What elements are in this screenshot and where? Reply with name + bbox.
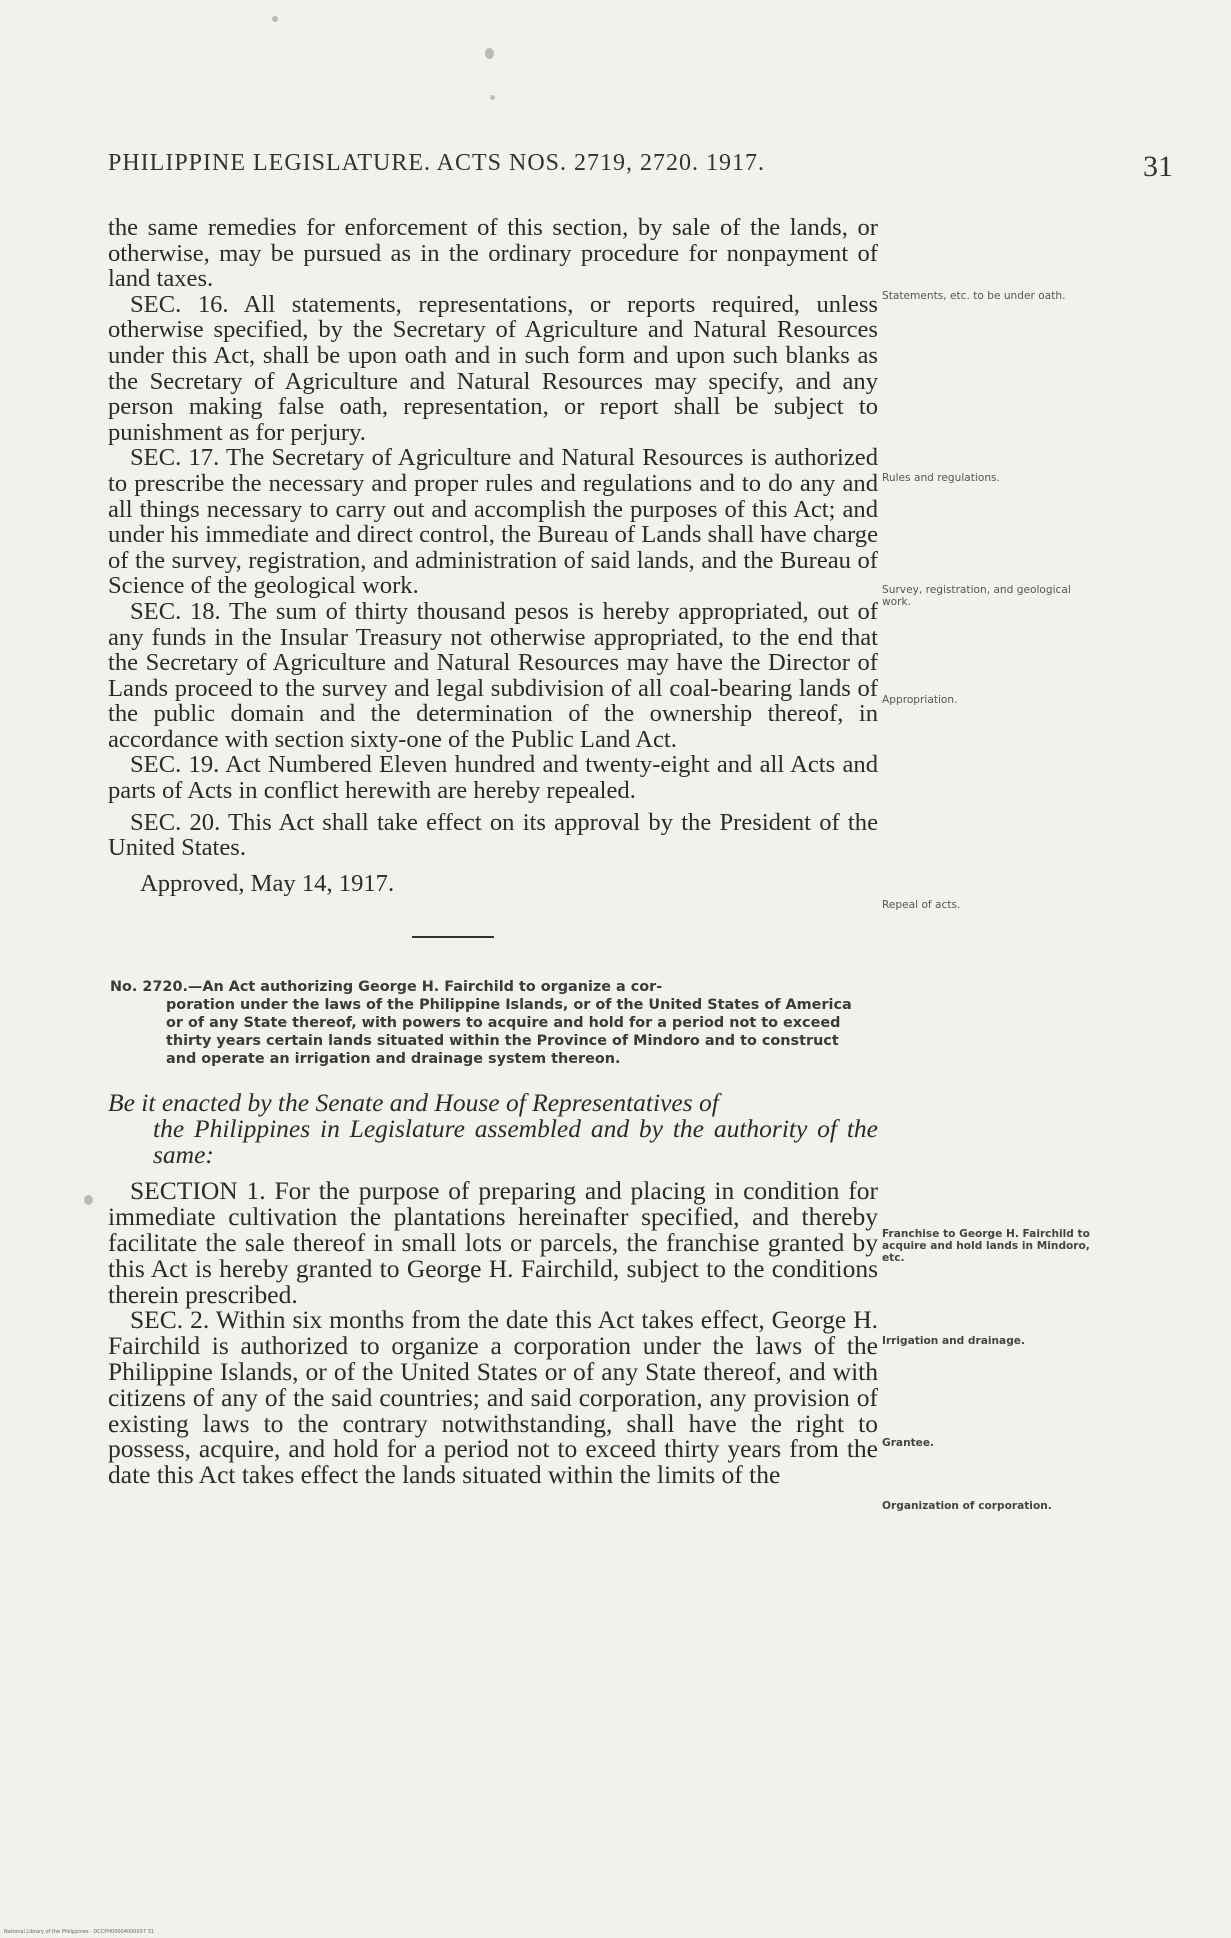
section-text: For the purpose of preparing and placing in condition for immediate cultivation the plantations hereinafter specified, and thereby facilitate the sale thereof in small lots or parcels, the franchise granted by this Act is hereby granted to George H. Fairchild, subject to the conditions therein prescribed. <box>108 1176 878 1309</box>
scan-speck <box>84 1195 93 1205</box>
margin-note: Survey, registration, and geological work. <box>882 584 1071 608</box>
scan-speck <box>490 95 495 100</box>
section-label: SEC. 17. <box>130 444 220 472</box>
act-summary <box>110 978 870 1068</box>
section-text: The sum of thirty thousand pesos is hereby appropriated, out of any funds in the Insular Treasury not otherwise appropriated, to the end that the Secretary of Agriculture and Natural Resources may have the Director of Lands proceed to the survey and legal subdivision of all coal-bearing lands of the public domain and the determination of the ownership thereof, in accordance with section sixty-one of the Public Land Act. <box>108 597 878 753</box>
section-text: All statements, representations, or reports required, unless otherwise specified, by the Secretary of Agriculture and Natural Resources under this Act, shall be upon oath and in such form and upon such blanks as the Secretary of Agriculture and Natural Resources may specify, and any person making false oath, representation, or report shall be subject to punishment as for perjury. <box>108 290 878 446</box>
running-head <box>108 150 1178 177</box>
scan-footer: National Library of the Philippines · DCCPH00004000037 31 <box>4 1929 154 1935</box>
paragraph: the same remedies for enforcement of this section, by sale of the lands, or otherwise, may be pursued as in the ordinary procedure for nonpayment of land taxes. <box>108 214 878 293</box>
scan-speck <box>272 16 278 22</box>
enacting-clause-rest: the Philippines in Legislature assembled and by the authority of the same: <box>153 1114 878 1170</box>
section-18 <box>108 599 878 753</box>
section-label: SEC. 20. <box>130 808 221 836</box>
margin-note: Irrigation and drainage. <box>882 1335 1025 1347</box>
section-label: SEC. 16. <box>130 290 229 318</box>
margin-note: Appropriation. <box>882 694 958 706</box>
enacting-clause-first: Be it enacted by the Senate and House of Representatives of <box>108 1088 719 1118</box>
section-label: SEC. 2. <box>130 1305 210 1335</box>
margin-note: Organization of corporation. <box>882 1500 1052 1512</box>
scan-speck <box>485 48 494 59</box>
act-summary-rest: poration under the laws of the Philippine Islands, or of the United States of America or of any State thereof, with powers to acquire and hold for a period not to exceed thirty years certain lands situated within the Province of Mindoro and to construct and operate an irrigation and drainage system thereon. <box>166 997 852 1068</box>
section-text: Act Numbered Eleven hundred and twenty-eight and all Acts and parts of Acts in conflict herewith are hereby repealed. <box>108 751 878 805</box>
section-text: This Act shall take effect on its approval by the President of the United States. <box>108 808 878 862</box>
margin-note: Repeal of acts. <box>882 899 961 911</box>
enacting-clause <box>108 1090 878 1168</box>
section-label: SEC. 19. <box>130 751 220 779</box>
section-17 <box>108 445 878 599</box>
section-20 <box>108 810 878 861</box>
section-2 <box>108 1307 878 1488</box>
section-divider <box>412 936 494 938</box>
page-number: 31 <box>1143 150 1173 183</box>
section-text: Within six months from the date this Act takes effect, George H. Fairchild is authorized to organize a corporation under the laws of the Philippine Islands, or of the United States or of any State thereof, and with citizens of any of the said countries; and said corporation, any provision of existing laws to the contrary notwithstanding, shall have the right to possess, acquire, and hold for a period not to exceed thirty years from the date this Act takes effect the lands situated within the limits of the <box>108 1305 878 1490</box>
margin-note: Grantee. <box>882 1437 935 1449</box>
act-summary-first-line: No. 2720.—An Act authorizing George H. Fairchild to organize a cor- <box>110 979 663 996</box>
margin-note: Rules and regulations. <box>882 472 1000 484</box>
approval-date: Approved, May 14, 1917. <box>140 869 395 897</box>
section-16 <box>108 292 878 446</box>
section-1 <box>108 1178 878 1307</box>
running-head-text: PHILIPPINE LEGISLATURE. ACTS NOS. 2719, 2720. 1917. <box>108 150 766 176</box>
section-text: The Secretary of Agriculture and Natural Resources is authorized to prescribe the necessary and proper rules and regulations and to do any and all things necessary to carry out and accomplish the purposes of this Act; and under his immediate and direct control, the Bureau of Lands shall have charge of the survey, registration, and administration of said lands, and the Bureau of Science of the geological work. <box>108 444 878 600</box>
margin-note: Statements, etc. to be under oath. <box>882 290 1066 302</box>
section-label: SEC. 18. <box>130 597 221 625</box>
body-text <box>108 215 878 1488</box>
margin-note: Franchise to George H. Fairchild to acquire and hold lands in Mindoro, etc. <box>882 1228 1090 1264</box>
section-label: SECTION 1. <box>130 1176 266 1206</box>
section-19 <box>108 752 878 803</box>
